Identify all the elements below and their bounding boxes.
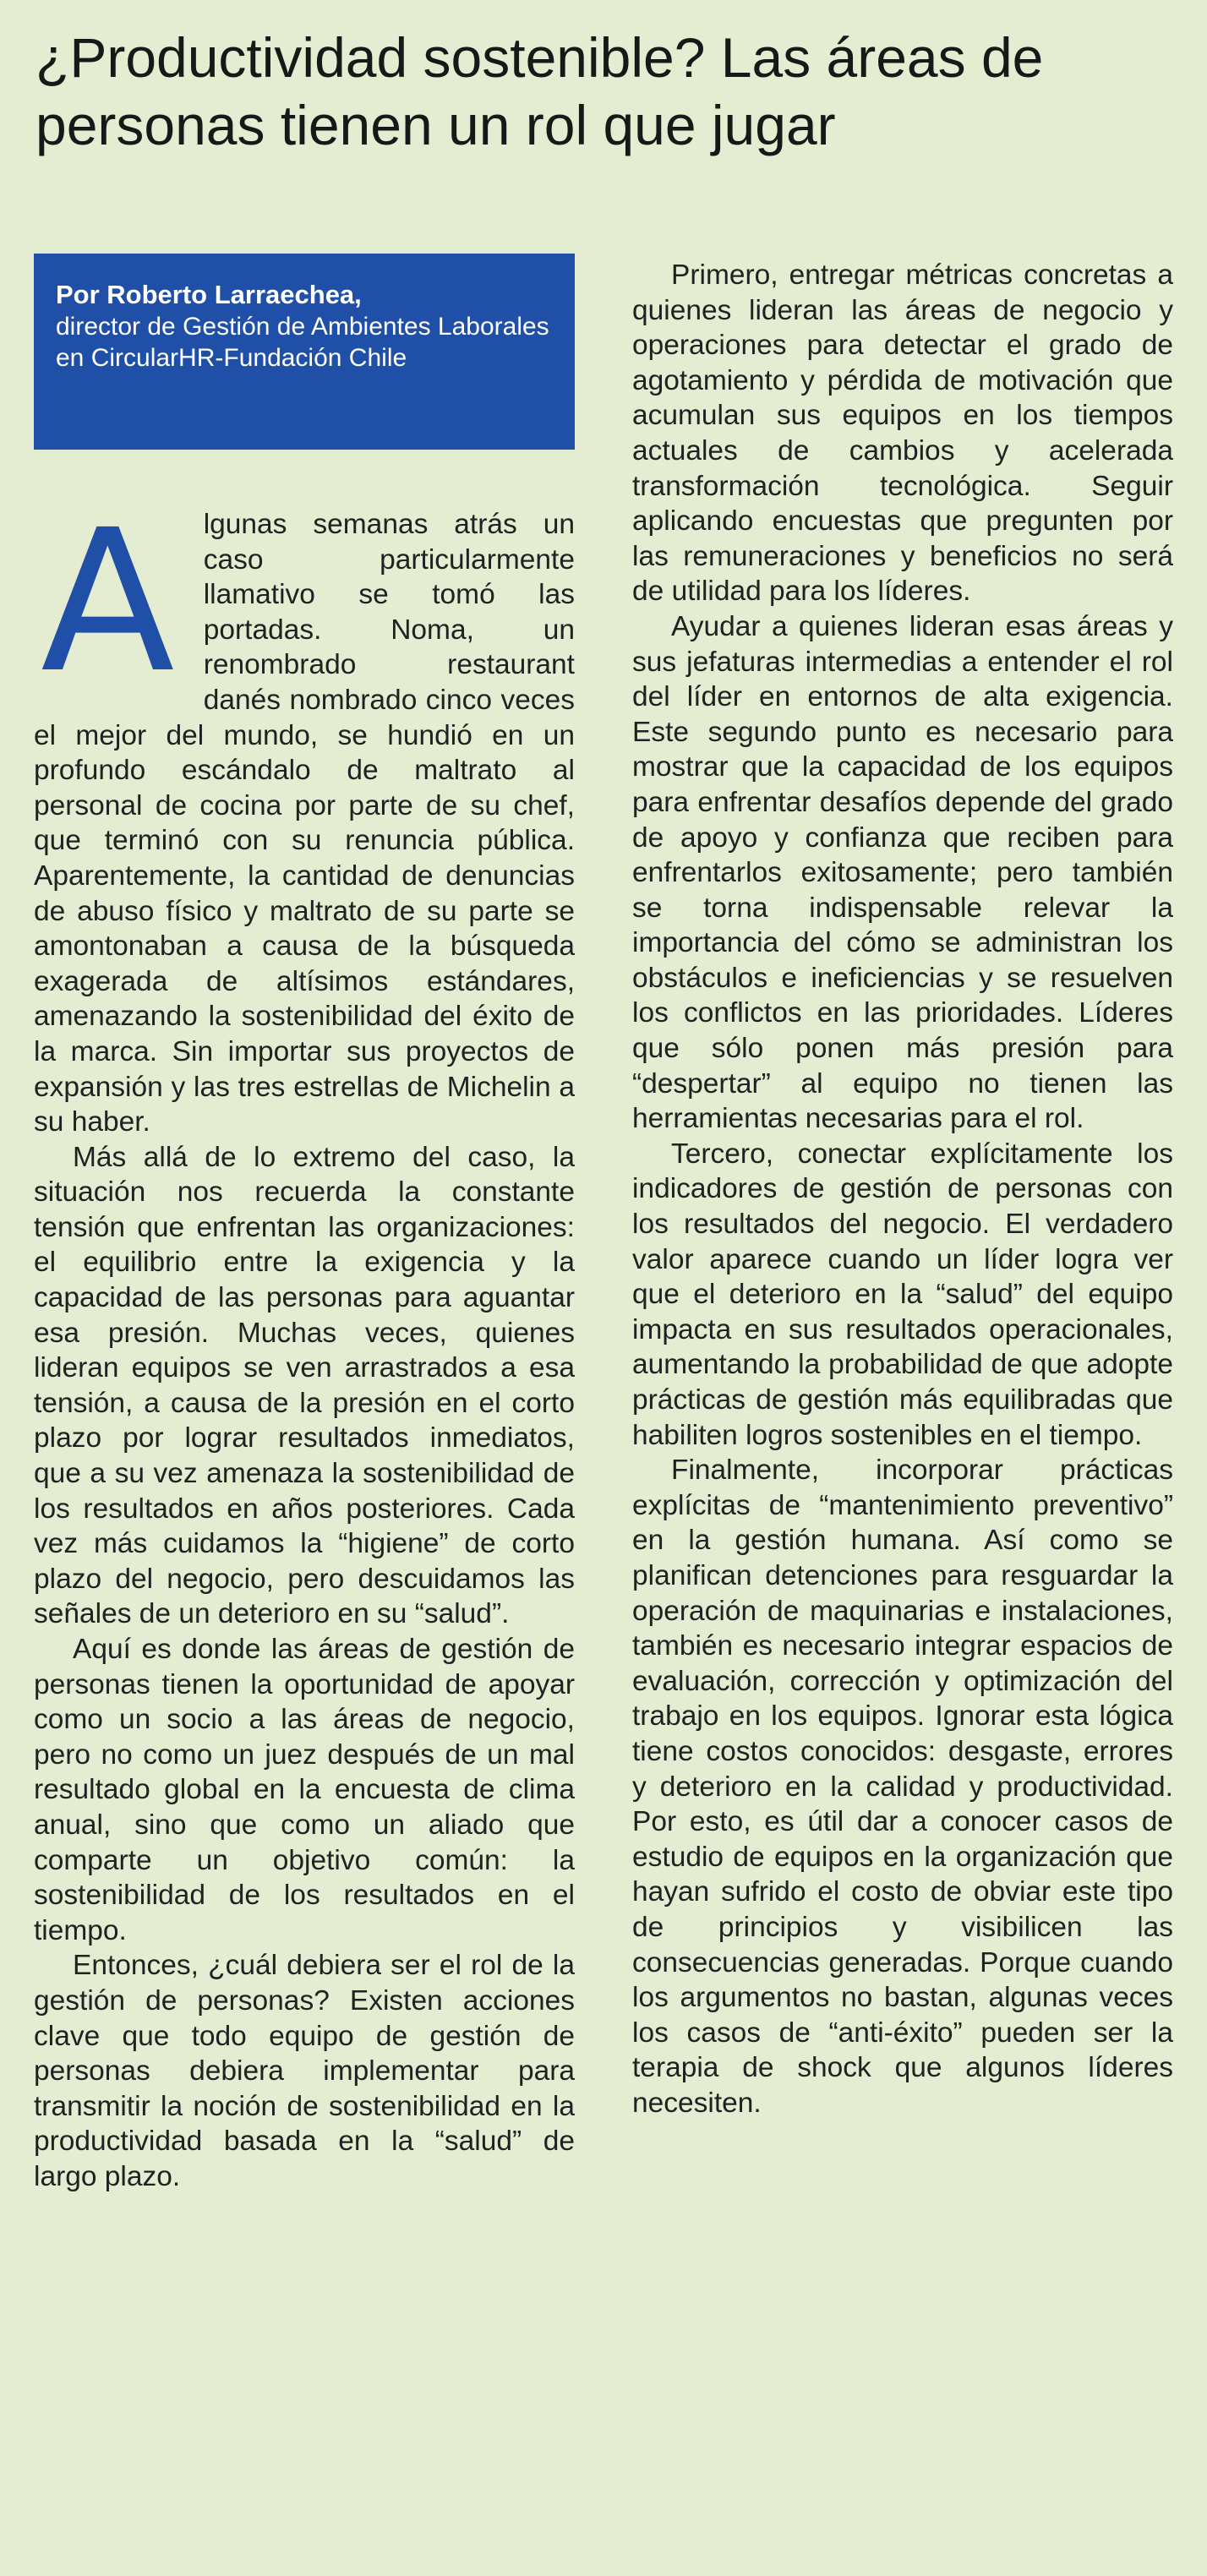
article-body-left <box>34 450 575 2195</box>
paragraph: Más allá de lo extremo del caso, la situación nos recuerda la constante tensión que enfrentan las organizaciones: el equilibrio entre la exigencia y la capacidad de las personas para aguantar esa presión. Muchas veces, quienes lideran equipos se ven arrastrados a esa tensión, a causa de la presión en el corto plazo por lograr resultados inmediatos, que a su vez amenaza la sostenibilidad de los resultados en años posteriores. Cada vez más cuidamos la “higiene” de corto plazo del negocio, pero descuidamos las señales de un deterioro en su “salud”. <box>34 1141 575 1630</box>
paragraph: Aquí es donde las áreas de gestión de personas tienen la oportunidad de apoyar como un socio a las áreas de negocio, pero no como un juez después de un mal resultado global en la encuesta de clima anual, sino que como un aliado que comparte un objetivo común: la sostenibilidad de los resultados en el tiempo. <box>34 1634 575 1946</box>
paragraph: Tercero, conectar explícitamente los indicadores de gestión de personas con los resultados del negocio. El verdadero valor aparece cuando un líder logra ver que el deterioro en la “salud” del equipo impacta en sus resultados operacionales, aumentando la probabilidad de que adopte prácticas de gestión más equilibradas que habiliten logros sostenibles en el tiempo. <box>632 1138 1173 1451</box>
article-title: ¿Productividad sostenible? Las áreas de personas tienen un rol que jugar <box>36 26 1044 156</box>
paragraph: Entonces, ¿cuál debiera ser el rol de la gestión de personas? Existen acciones clave que todo equipo de gestión de personas debiera implementar para transmitir la noción de sostenibilidad en la productividad basada en la “salud” de largo plazo. <box>34 1950 575 2192</box>
drop-cap: A <box>41 488 175 716</box>
author-box <box>34 254 575 450</box>
paragraph: Ayudar a quienes lideran esas áreas y sus jefaturas intermedias a entender el rol del líder en entornos de alta exigencia. Este segundo punto es necesario para mostrar que la capacidad de los equipos para enfrentar desafíos depende del grado de apoyo y confianza que reciben para enfrentarlos exitosamente; pero también se torna indispensable relevar la importancia del cómo se administran los obstáculos e ineficiencias y se resuelven los conflictos en las prioridades. Líderes que sólo ponen más presión para “despertar” al equipo no tienen las herramientas necesarias para el rol. <box>632 610 1173 1135</box>
right-column <box>632 258 1173 2120</box>
paragraph: Primero, entregar métricas concretas a quienes lideran las áreas de negocio y operaciones para detectar el grado de agotamiento y pérdida de motivación que acumulan sus equipos en los tiempos actuales de cambios y acelerada transformación tecnológica. Seguir aplicando encuestas que pregunten por las remuneraciones y beneficios no será de utilidad para los líderes. <box>632 259 1173 608</box>
left-column <box>34 254 575 2195</box>
author-name: Por Roberto Larraechea, <box>56 280 362 309</box>
paragraph: lgunas semanas atrás un caso particularmente llamativo se tomó las portadas. Noma, un renombrado restaurant danés nombrado cinco veces el mejor del mundo, se hundió en un profundo escándalo de maltrato al personal de cocina por parte de su chef, que terminó con su renuncia pública. Aparentemente, la cantidad de denuncias de abuso físico y maltrato de su parte se amontonaban a causa de la búsqueda exagerada de altísimos estándares, amenazando la sostenibilidad del éxito de la marca. Sin importar sus proyectos de expansión y las tres estrellas de Michelin a su haber. <box>34 509 575 1138</box>
paragraph: Finalmente, incorporar prácticas explícitas de “mantenimiento preventivo” en la gestión humana. Así como se planifican detenciones para resguardar la operación de maquinarias e instalaciones, también es necesario integrar espacios de evaluación, corrección y optimización del trabajo en los equipos. Ignorar esta lógica tiene costos conocidos: desgaste, errores y deterioro en la calidad y productividad. Por esto, es útil dar a conocer casos de estudio de equipos en la organización que hayan sufrido el costo de obviar este tipo de principios y visibilicen las consecuencias generadas. Porque cuando los argumentos no bastan, algunas veces los casos de “anti-éxito” pueden ser la terapia de shock que algunos líderes necesiten. <box>632 1454 1173 2119</box>
author-role: director de Gestión de Ambientes Laborales en CircularHR-Fundación Chile <box>56 313 549 372</box>
